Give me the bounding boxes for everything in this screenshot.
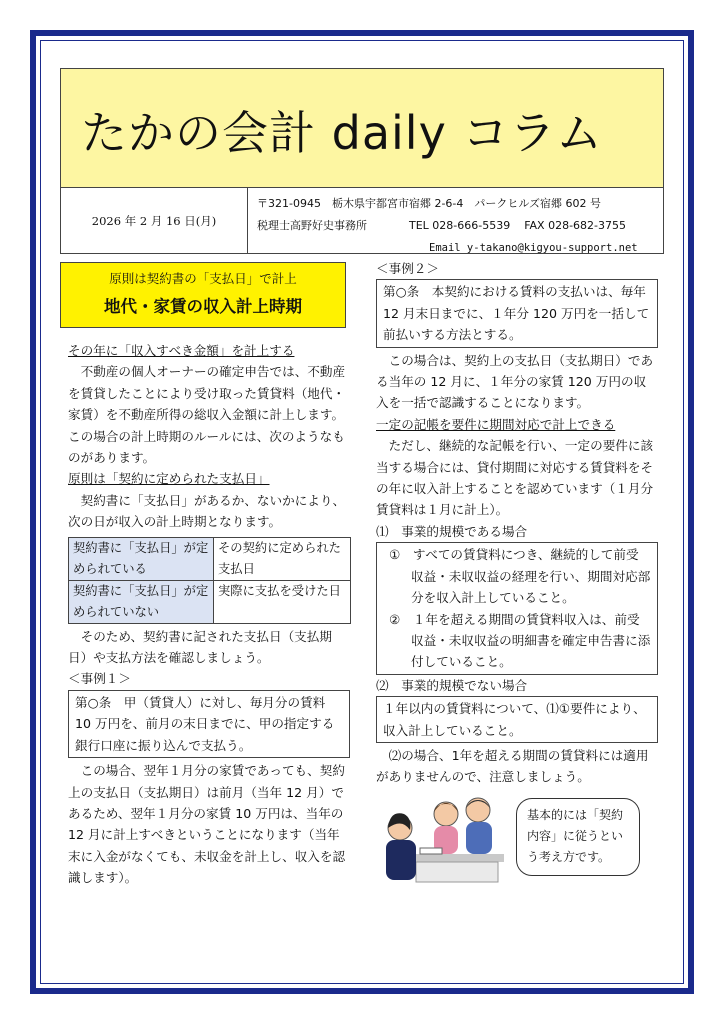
consultation-illustration: [378, 788, 508, 888]
table-cell: 実際に支払を受けた日: [214, 580, 351, 623]
list-item: ② １年を超える期間の賃貸料収入は、前受収益・未収収益の明細書を確定申告書に添付していること。: [389, 611, 651, 670]
paragraph: ⑵の場合、1年を超える期間の賃貸料には適用がありませんので、注意しましょう。: [376, 747, 649, 785]
paragraph: この場合、翌年１月分の家賃であっても、契約上の支払日（支払期日）は前月（当年 12 月）であるため、翌年１月分の家賃 10 万円は、当年の 12 月に計上すべきということになります（当年末に入金がなくても、未収金を計上し、収入を認識します）。: [68, 763, 346, 886]
section-heading: 原則は「契約に定められた支払日」: [68, 471, 270, 487]
paragraph: 不動産の個人オーナーの確定申告では、不動産を賃貸したことにより受け取った賃貸料（地代・家賃）を不動産所得の総収入金額に計上します。この場合の計上時期のルールには、次のようなものがあります。: [68, 364, 346, 466]
topic-banner: [60, 262, 346, 328]
topic-subtitle: 原則は契約書の「支払日」で計上: [109, 271, 297, 286]
paragraph: 契約書に「支払日」があるか、ないかにより、次の日が収入の計上時期となります。: [68, 492, 346, 530]
rule-table: [68, 537, 351, 624]
list-item: ① すべての賃貸料につき、継続的して前受収益・未収収益の経理を行い、期間対応部分を収入計上していること。: [389, 547, 651, 606]
case-label: ＜事例２＞: [376, 261, 439, 276]
right-column: [376, 258, 658, 788]
contract-example-box: 第○条 甲（賃貸人）に対し、毎月分の賃料 10 万円を、前月の末日までに、甲の指定する銀行口座に振り込んで支払う。: [68, 690, 350, 758]
table-cell: その契約に定められた支払日: [214, 537, 351, 580]
requirements-box: １年以内の賃貸料について、⑴①要件により、収入計上していること。: [376, 696, 658, 743]
topic-title: 地代・家賃の収入計上時期: [104, 297, 302, 316]
office-email: Email y-takano@kigyou-support.net: [429, 242, 638, 254]
office-tel: TEL 028-666-5539: [409, 219, 511, 232]
paragraph: この場合は、契約上の支払日（支払期日）である当年の 12 月に、１年分の家賃 120 万円の収入を一括で認識することになります。: [376, 352, 654, 411]
speech-bubble: 基本的には「契約内容」に従うという考え方です。: [516, 798, 640, 876]
left-column: [68, 340, 350, 889]
office-fax: FAX 028-682-3755: [524, 219, 627, 232]
subsection-heading: ⑴ 事業的規模である場合: [376, 523, 528, 539]
table-cell: 契約書に「支払日」が定められていない: [69, 580, 214, 623]
table-row: [69, 537, 351, 580]
office-address: 〒321-0945 栃木県宇都宮市宿郷 2-6-4 パークヒルズ宿郷 602 号: [257, 197, 602, 210]
subsection-heading: ⑵ 事業的規模でない場合: [376, 677, 528, 693]
requirements-box: [376, 542, 658, 674]
issue-date: 2026 年 2 月 16 日(月): [61, 188, 248, 254]
desk-icon: [408, 854, 504, 862]
table-row: [69, 580, 351, 623]
contract-example-box: 第○条 本契約における賃料の支払いは、毎年 12 月末日までに、１年分 120 万円を一括して前払いする方法とする。: [376, 279, 658, 347]
newsletter-title: たかの会計 daily コラム: [81, 106, 603, 160]
masthead: [60, 68, 664, 254]
case-label: ＜事例１＞: [68, 671, 131, 687]
section-heading: 一定の記帳を要件に期間対応で計上できる: [376, 416, 616, 432]
office-info: [257, 193, 638, 259]
section-heading: その年に「収入すべき金額」を計上する: [68, 343, 295, 358]
office-name: 税理士高野好史事務所: [257, 219, 367, 232]
title-panel: [61, 69, 663, 188]
paragraph: ただし、継続的な記帳を行い、一定の要件に該当する場合には、貸付期間に対応する賃貸料をその年に収入計上することを認めています（１月分賃貸料は１月に計上）。: [376, 438, 654, 518]
paragraph: そのため、契約書に記された支払日（支払期日）や支払方法を確認しましょう。: [68, 628, 332, 666]
table-cell: 契約書に「支払日」が定められている: [69, 537, 214, 580]
